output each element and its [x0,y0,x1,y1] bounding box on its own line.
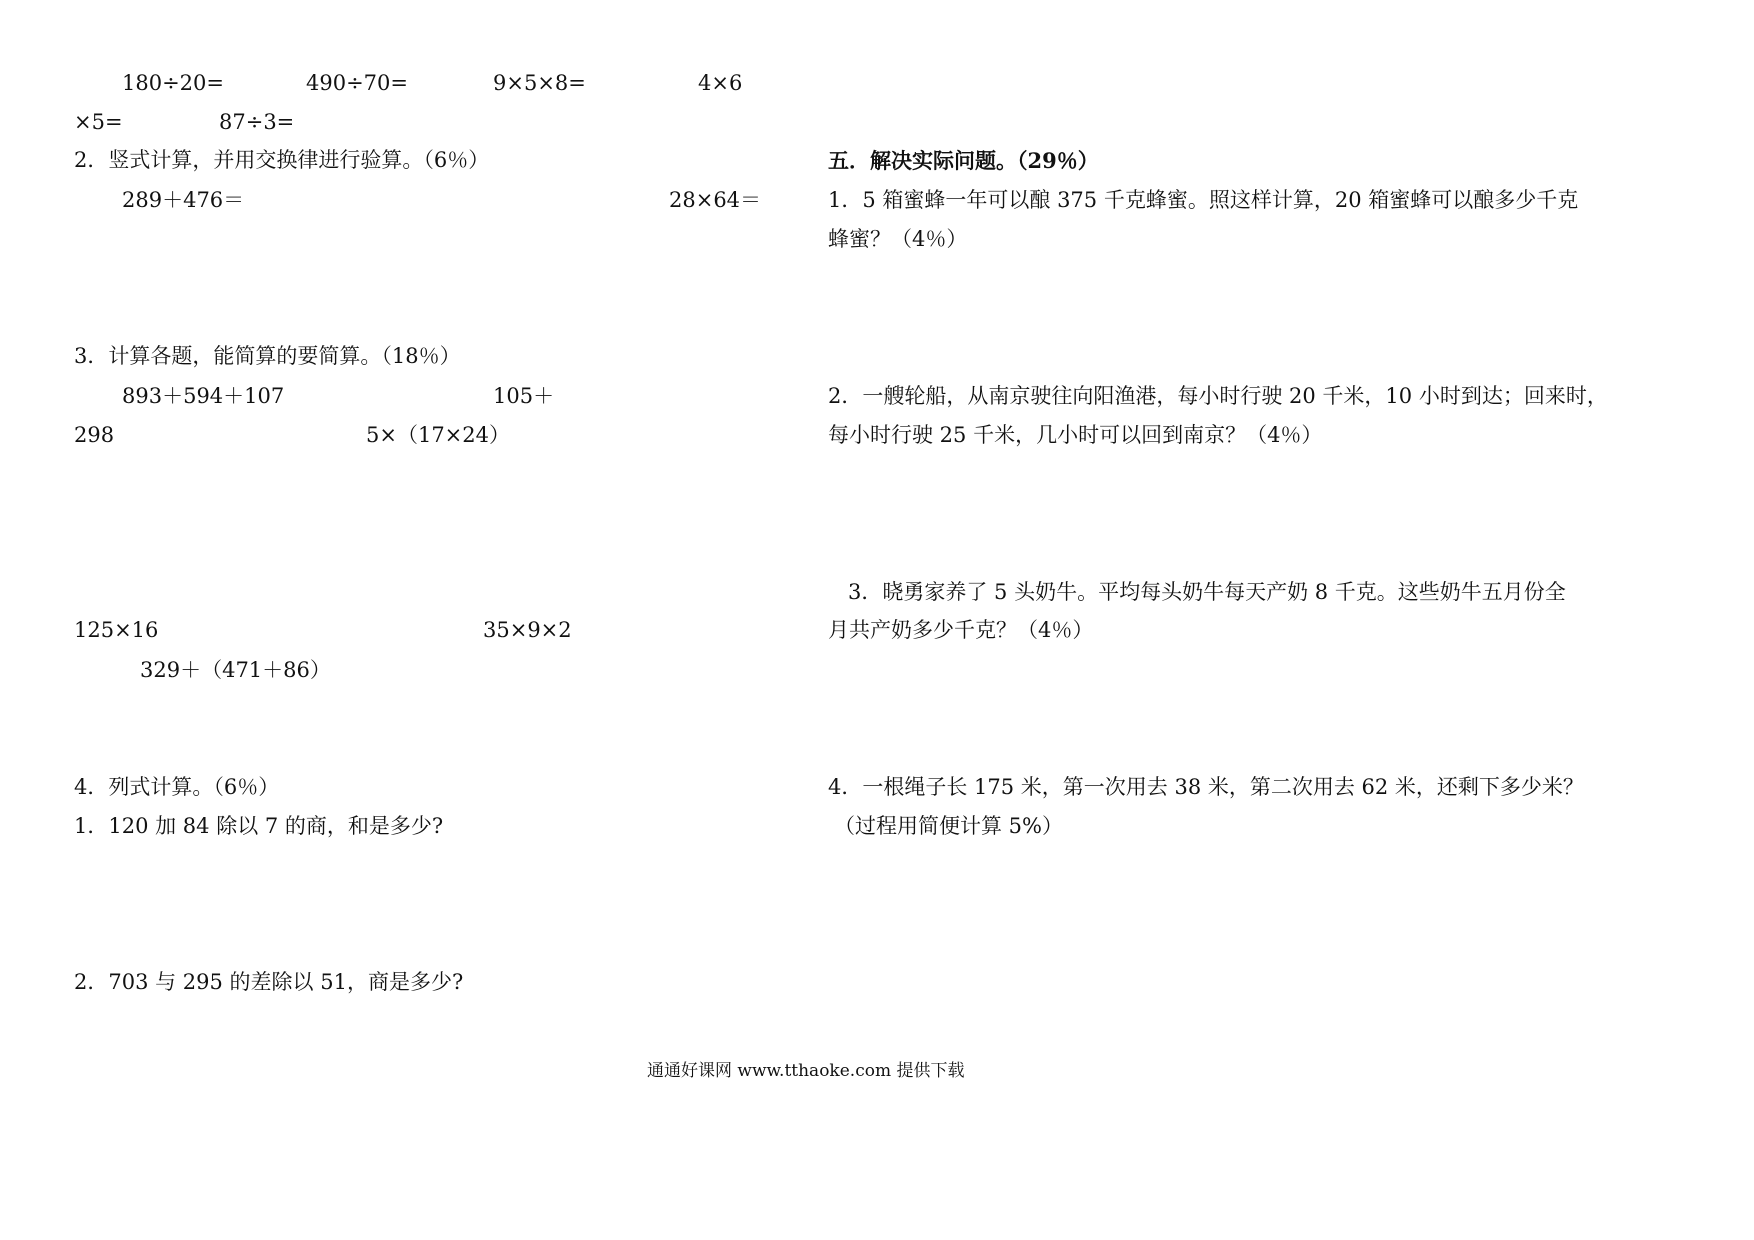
section-2-title: 2．竖式计算，并用交换律进行验算。（6％） [74,148,490,172]
simplify-expr-5: 35×9×2 [483,618,572,642]
simplify-expr-1: 893＋594＋107 [122,384,285,408]
simplify-expr-2-part1: 105＋ [493,384,555,408]
oral-calc-item-5: 87÷3= [219,110,295,134]
simplify-expr-2-part2: 298 [74,423,115,447]
word-problem-3-line-2: 月共产奶多少千克？（4％） [828,618,1094,642]
word-problem-2-line-2: 每小时行驶 25 千米，几小时可以回到南京？（4％） [828,423,1323,447]
oral-calc-item-4-part1: 4×6 [698,71,743,95]
oral-calc-item-3: 9×5×8= [493,71,586,95]
section-5-title: 五．解决实际问题。（29％） [828,148,1099,173]
word-problem-4-line-2: （过程用简便计算 5%） [834,814,1063,838]
section-3-title: 3．计算各题，能简算的要简算。（18％） [74,344,461,368]
simplify-expr-6: 329＋（471＋86） [140,658,331,682]
word-problem-1-line-2: 蜂蜜？（4％） [828,227,968,251]
word-problem-3-line-1: 3．晓勇家养了 5 头奶牛。平均每头奶牛每天产奶 8 千克。这些奶牛五月份全 [848,580,1566,604]
footer-credit: 通通好课网 www.tthaoke.com 提供下载 [647,1061,965,1081]
word-problem-1-line-1: 1．5 箱蜜蜂一年可以酿 375 千克蜂蜜。照这样计算，20 箱蜜蜂可以酿多少千克 [828,188,1579,212]
simplify-expr-4: 125×16 [74,618,159,642]
vertical-calc-expr-1: 289＋476＝ [122,188,245,212]
equation-question-2: 2．703 与 295 的差除以 51，商是多少? [74,970,464,994]
oral-calc-item-1: 180÷20= [122,71,224,95]
equation-question-1: 1．120 加 84 除以 7 的商，和是多少? [74,814,444,838]
simplify-expr-3: 5×（17×24） [366,423,510,447]
word-problem-2-line-1: 2．一艘轮船，从南京驶往向阳渔港，每小时行驶 20 千米，10 小时到达；回来时， [828,384,1608,408]
section-4-title: 4．列式计算。（6％） [74,775,280,799]
vertical-calc-expr-2: 28×64＝ [669,188,762,212]
oral-calc-item-4-part2: ×5= [74,110,123,134]
oral-calc-item-2: 490÷70= [306,71,408,95]
word-problem-4-line-1: 4．一根绳子长 175 米，第一次用去 38 米，第二次用去 62 米，还剩下多少米？ [828,775,1584,799]
